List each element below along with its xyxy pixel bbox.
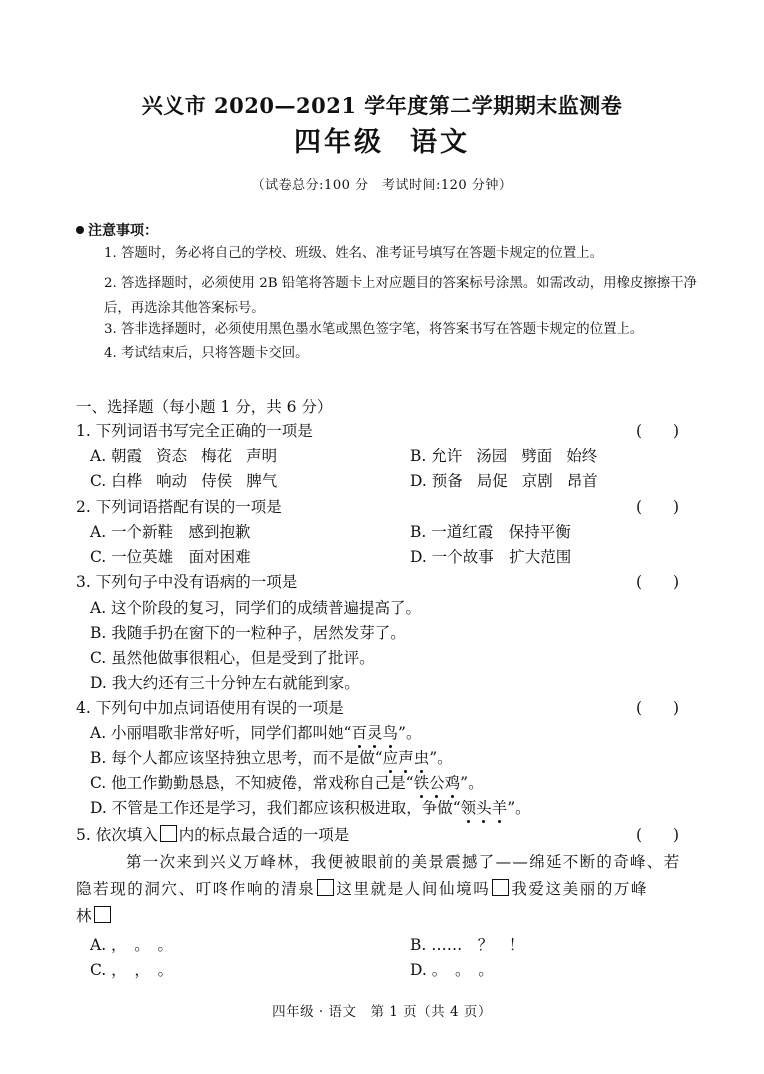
question-5-stem: 5. 依次填入 内的标点最合适的一项是 [76,826,350,844]
grade-label: 四年级 [294,127,384,158]
exam-title: 兴义市 2020—2021 学年度第二学期期末监测卷 [141,93,623,118]
question-4-option-c: C. 他工作勤勤恳恳，不知疲倦，常戏称自己是“铁公鸡”。 [90,771,484,793]
question-5-answer-blank: ( ) [636,826,680,844]
question-4-option-b: B. 每个人都应该坚持独立思考，而不是做“应声虫”。 [90,746,453,768]
section-title: 一、选择题（每小题 1 分，共 6 分） [76,398,333,416]
question-2-stem: 2. 下列词语搭配有误的一项是 [76,498,282,516]
question-1-option-d: D. 预备 局促 京剧 昂首 [410,472,598,490]
notice-title [76,220,158,240]
question-4-stem: 4. 下列句中加点词语使用有误的一项是 [76,699,344,717]
question-3-stem: 3. 下列句子中没有语病的一项是 [76,573,298,591]
question-2-option-a: A. 一个新鞋 感到抱歉 [90,523,251,541]
blank-box-icon [492,879,509,896]
question-5-option-c: C. ， ， 。 [90,961,174,979]
question-2-option-d: D. 一个故事 扩大范围 [410,548,572,566]
notice-title-text: 注意事项： [88,223,158,239]
notice-item-2: 2. 答选择题时，必须使用 2B 铅笔将答题卡上对应题目的答案标号涂黑。如需改动，用橡皮擦擦干净后，再选涂其他答案标号。 [104,276,697,316]
exam-meta: （试卷总分:100 分 考试时间:120 分钟） [251,178,513,193]
question-3-answer-blank: ( ) [636,573,680,591]
question-5-option-b: B. …… ？ ！ [410,936,525,954]
notice-item-3: 3. 答非选择题时，必须使用黑色墨水笔或黑色签字笔，将答案书写在答题卡规定的位置上。 [104,322,644,337]
passage-line-1: 第一次来到兴义万峰林，我便被眼前的美景震撼了——绵延不断的奇峰、若 [126,853,681,871]
dotted-word: 领头羊 [461,799,508,817]
question-4-option-a: A. 小丽唱歌非常好听，同学们都叫她“百灵鸟”。 [90,721,421,743]
blank-box-icon [317,879,334,896]
question-2-option-c: C. 一位英雄 面对困难 [90,548,251,566]
dotted-word: 应声虫 [383,749,430,767]
dotted-word: 百灵鸟 [351,724,398,742]
blank-box-icon [94,906,111,923]
notice-item-4: 4. 考试结束后，只将答题卡交回。 [104,346,309,361]
bullet-icon [76,226,84,234]
question-5-option-a: A. ， 。 。 [90,936,174,954]
question-4-answer-blank: ( ) [636,699,680,717]
page-footer: 四年级 · 语文 第 1 页（共 4 页） [272,1004,492,1020]
question-1-stem: 1. 下列词语书写完全正确的一项是 [76,422,313,440]
passage-line-2: 隐若现的洞穴、叮咚作响的清泉 这里就是人间仙境吗 我爱这美丽的万峰 [76,880,649,898]
question-3-option-a: A. 这个阶段的复习，同学们的成绩普遍提高了。 [90,599,422,617]
question-1-option-c: C. 白桦 响动 侍侯 脾气 [90,472,278,490]
question-3-option-c: C. 虽然他做事很粗心，但是受到了批评。 [90,649,375,667]
notice-item-1: 1. 答题时，务必将自己的学校、班级、姓名、准考证号填写在答题卡规定的位置上。 [104,246,604,261]
question-4-option-d: D. 不管是工作还是学习，我们都应该积极进取，争做“领头羊”。 [90,796,531,818]
question-2-option-b: B. 一道红霞 保持平衡 [410,523,571,541]
question-2-answer-blank: ( ) [636,498,680,516]
question-1-option-a: A. 朝霞 资态 梅花 声明 [90,447,278,465]
question-3-option-d: D. 我大约还有三十分钟左右就能到家。 [90,674,360,692]
question-1-answer-blank: ( ) [636,422,680,440]
dotted-word: 铁公鸡 [414,774,461,792]
question-5-option-d: D. 。 。 。 [410,961,494,979]
question-1-option-b: B. 允许 汤园 劈面 始终 [410,447,598,465]
question-3-option-b: B. 我随手扔在窗下的一粒种子，居然发芽了。 [90,624,406,642]
passage-line-3: 林 [76,904,113,926]
exam-subtitle [0,120,764,159]
subject-label: 语文 [410,127,470,158]
blank-box-icon [160,825,177,842]
